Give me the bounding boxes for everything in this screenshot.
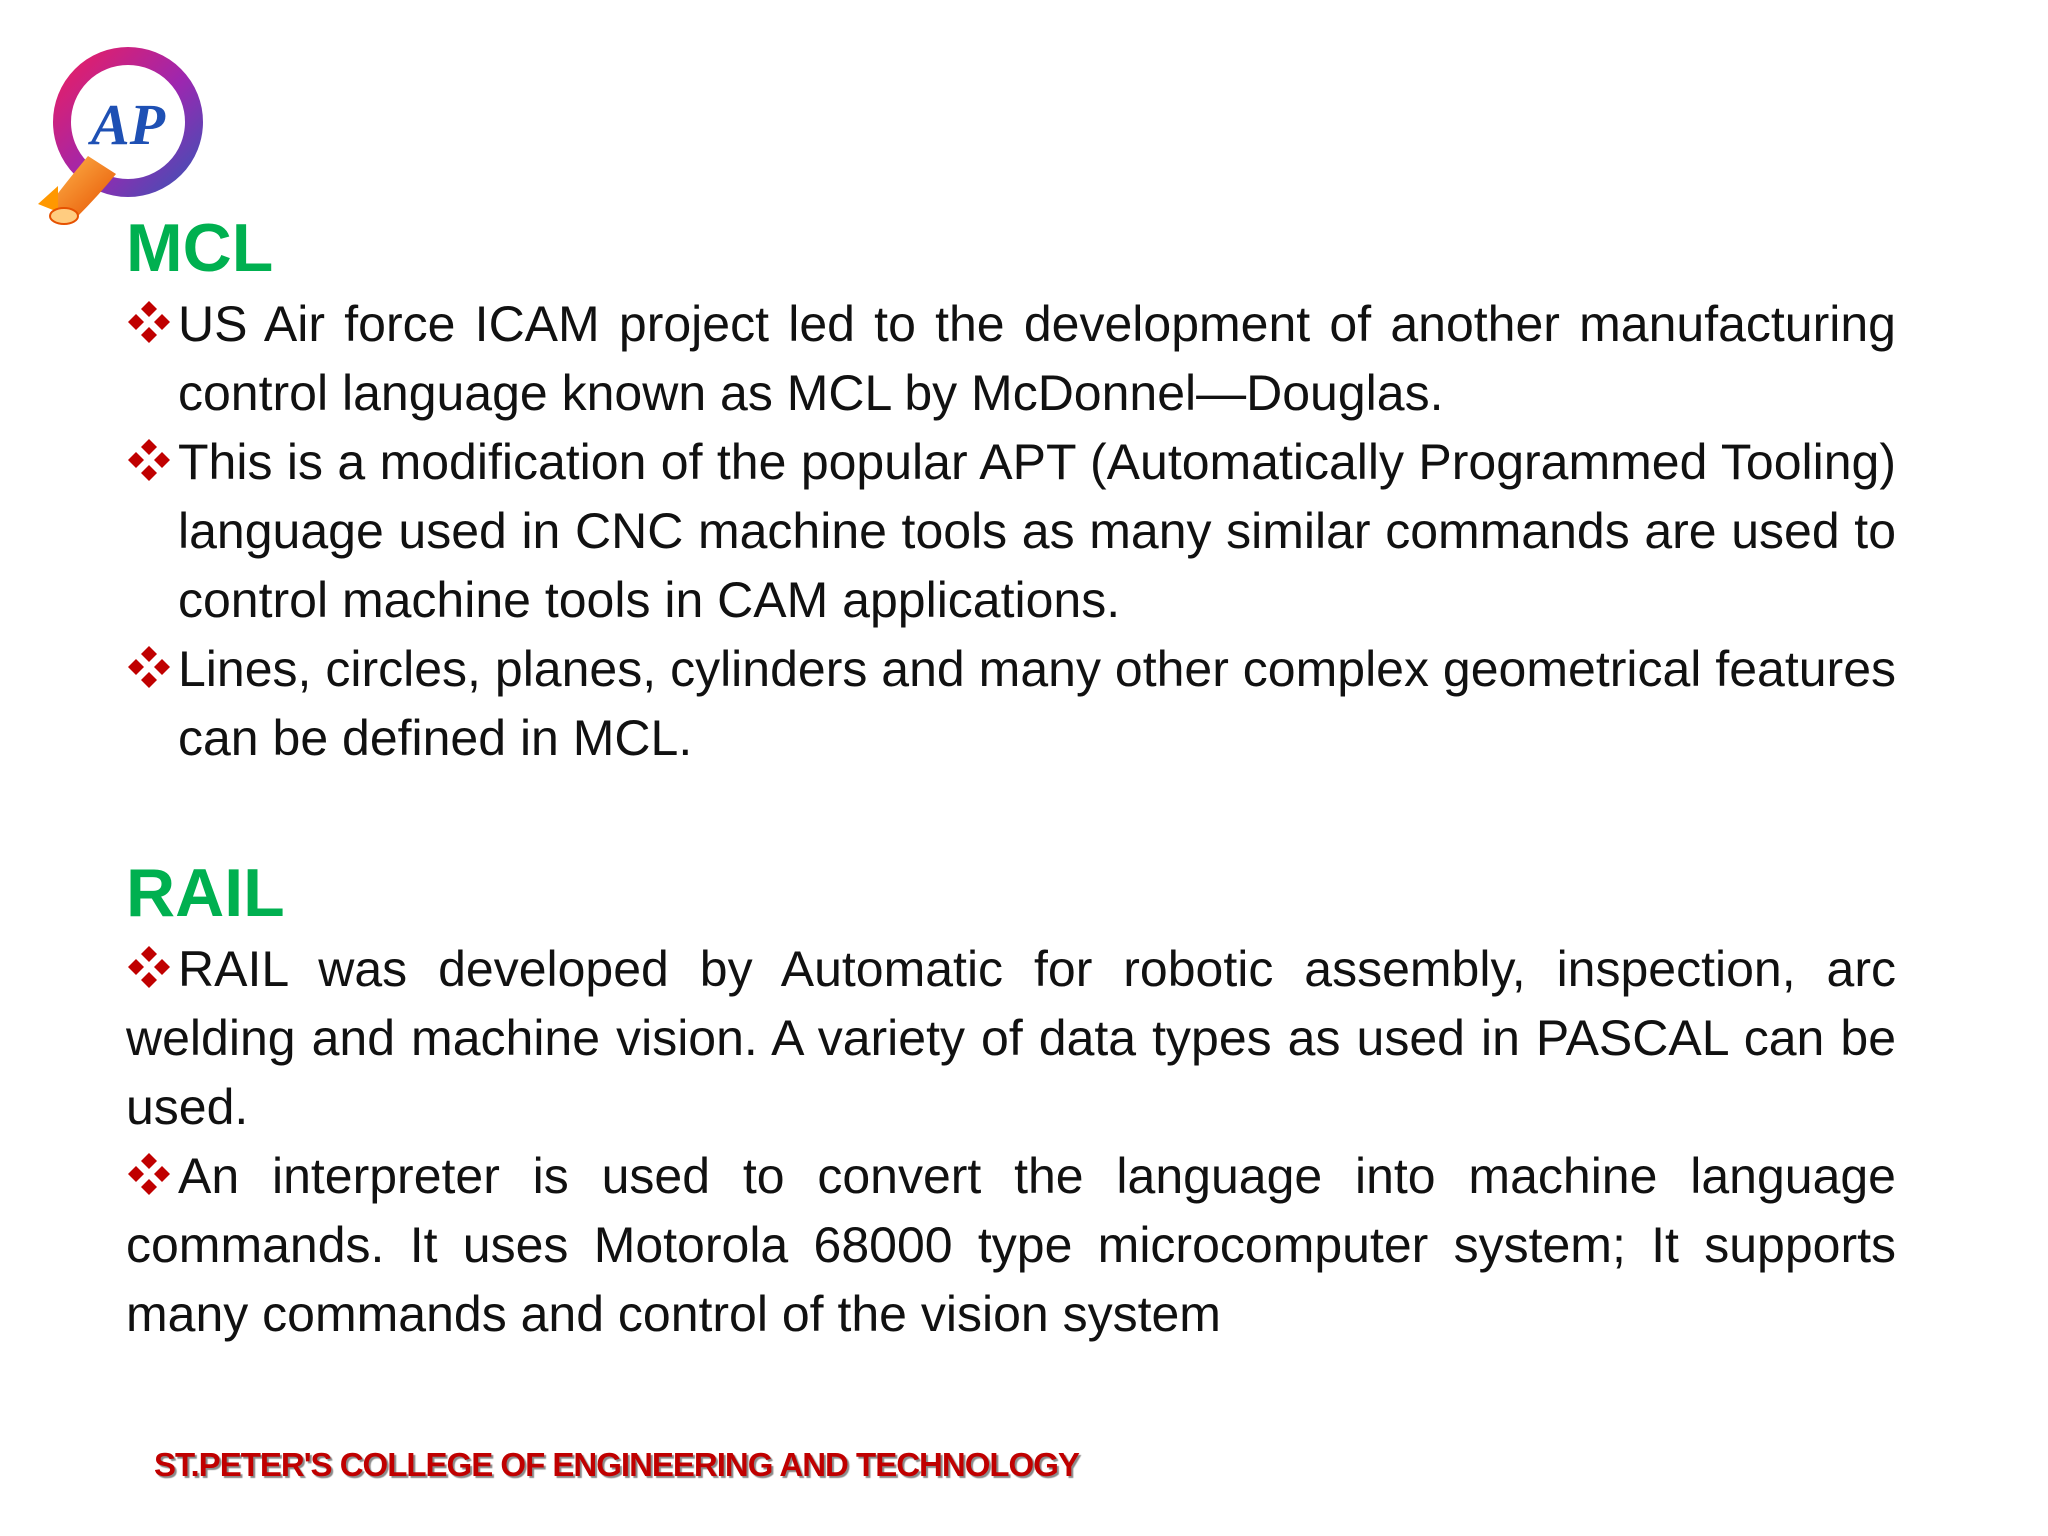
bullet-item (126, 935, 1896, 1142)
logo-letters: AP (90, 92, 166, 157)
section-title-mcl: MCL (126, 210, 274, 286)
bullet-text: RAIL was developed by Automatic for robotic assembly, inspection, arc welding and machine vision. A variety of data types as used in PASCAL can be used. (126, 941, 1896, 1135)
bullet-item (126, 1142, 1896, 1349)
diamond-cluster-icon (126, 939, 172, 985)
bullet-text: US Air force ICAM project led to the development of another manufacturing control language known as MCL by McDonnel—Douglas. (178, 296, 1896, 421)
diamond-cluster-icon (126, 1146, 172, 1192)
footer-college-name: ST.PETER'S COLLEGE OF ENGINEERING AND TECHNOLOGY (154, 1446, 1079, 1483)
bullet-item (126, 635, 1896, 773)
bullet-item (126, 290, 1896, 428)
section-rail (126, 851, 1896, 1349)
diamond-cluster-icon (126, 294, 172, 340)
diamond-cluster-icon (126, 639, 172, 685)
slide-content (126, 206, 1896, 1349)
bullet-text: Lines, circles, planes, cylinders and many other complex geometrical features can be defined in MCL. (178, 641, 1896, 766)
bullet-text: This is a modification of the popular APT (Automatically Programmed Tooling) language used in CNC machine tools as many similar commands are used to control machine tools in CAM applications. (178, 434, 1896, 628)
bullet-item (126, 428, 1896, 635)
section-mcl (126, 206, 1896, 773)
bullet-text: An interpreter is used to convert the language into machine language commands. It uses Motorola 68000 type microcomputer system; It supports many commands and control of the vision system (126, 1148, 1896, 1342)
section-title-rail: RAIL (126, 855, 285, 931)
diamond-cluster-icon (126, 432, 172, 478)
